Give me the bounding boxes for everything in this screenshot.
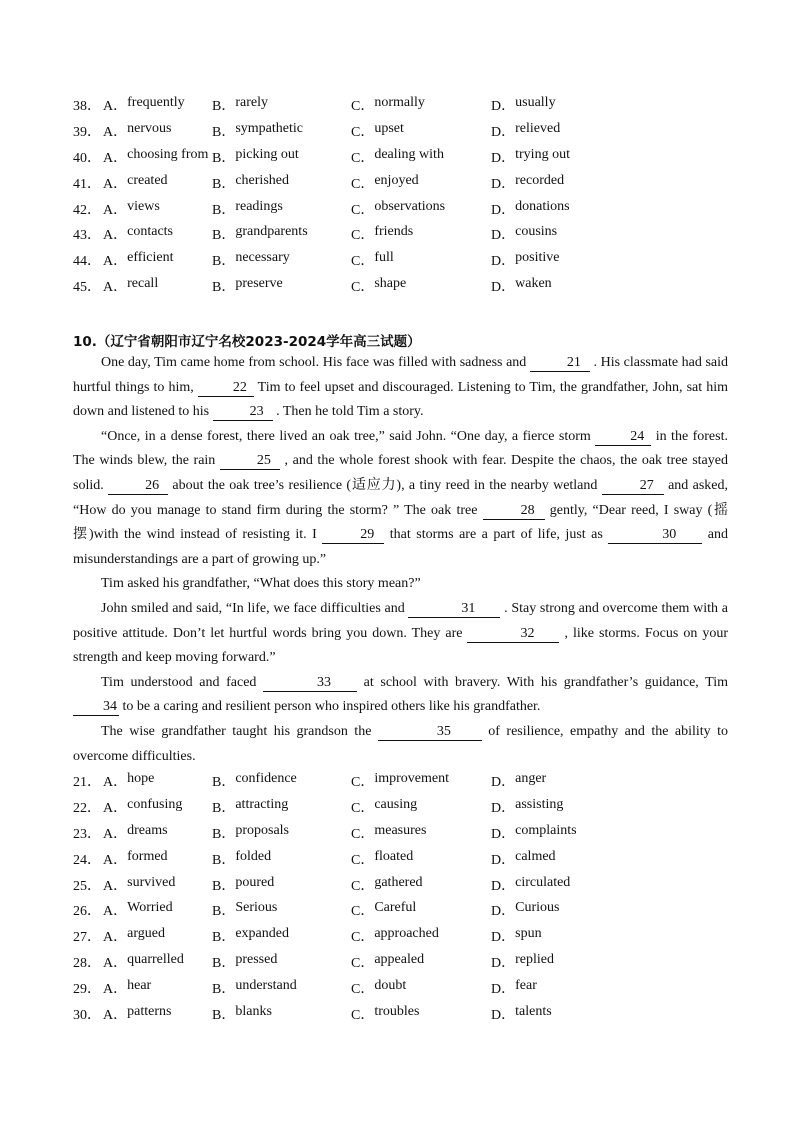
option-text: recorded [515,172,565,188]
blank-28: 28 [483,503,545,520]
option-text: views [127,198,160,214]
option-text: friends [374,224,414,240]
passage-text: . Then he told Tim a story. [272,404,424,420]
option-letter: A． [103,982,128,998]
paragraph [73,720,728,769]
option-a[interactable] [103,199,212,219]
blank-24: 24 [595,429,651,446]
option-d[interactable] [491,900,641,920]
option-text: cousins [515,224,558,240]
option-text: preserve [235,276,283,292]
question-row [73,768,733,794]
option-c[interactable] [351,900,491,920]
option-text: Serious [235,900,278,916]
passage-text: One day, Tim came home from school. His face was filled with sadness and [101,355,530,370]
option-c[interactable] [351,250,491,270]
option-letter: A． [103,904,128,920]
passage-text: of resilience, empathy and the ability to overcome difficulties. [73,723,728,764]
option-letter: A． [103,930,128,946]
option-text: pressed [235,952,278,968]
option-letter: A． [103,280,128,296]
option-a[interactable] [103,173,212,193]
option-text: trying out [515,146,570,162]
option-letter: A． [103,878,128,894]
option-letter: C． [351,98,375,114]
option-letter: C． [351,982,375,998]
option-text: causing [374,796,418,812]
option-c[interactable] [351,978,491,998]
blank-27: 27 [602,478,664,495]
option-text: Careful [374,900,417,916]
option-d[interactable] [491,147,641,167]
option-d[interactable] [491,978,641,998]
option-letter: C． [351,254,375,270]
option-letter: D． [491,826,516,842]
passage-text: to be a caring and resilient person who inspired others like his grandfather. [119,699,541,715]
option-text: patterns [127,1003,172,1019]
option-letter: B． [212,852,236,868]
option-letter: C． [351,956,375,972]
paragraph [73,425,728,573]
option-letter: C． [351,826,375,842]
option-b[interactable] [212,978,351,998]
question-row [73,923,733,949]
option-c[interactable] [351,1004,491,1024]
option-letter: B． [212,774,236,790]
question-number: 45． [73,280,101,296]
blank-25: 25 [220,453,280,470]
question-number: 23． [73,826,101,842]
option-a[interactable] [103,823,212,843]
question-number: 26． [73,904,101,920]
option-c[interactable] [351,121,491,141]
question-row [73,794,733,820]
option-b[interactable] [212,823,351,843]
option-a[interactable] [103,147,212,167]
option-b[interactable] [212,900,351,920]
option-letter: A． [103,202,128,218]
question-row [73,846,733,872]
option-d[interactable] [491,849,641,869]
option-b[interactable] [212,95,351,115]
question-row [73,196,733,222]
question-number: 38． [73,98,101,114]
option-letter: D． [491,150,516,166]
blank-34: 34 [73,699,119,716]
option-letter: B． [212,826,236,842]
option-letter: A． [103,826,128,842]
option-c[interactable] [351,276,491,296]
option-letter: A． [103,124,128,140]
option-text: nervous [127,120,172,136]
option-letter: D． [491,982,516,998]
option-text: rarely [235,94,268,110]
blank-29: 29 [322,527,384,544]
option-c[interactable] [351,224,491,244]
option-text: troubles [374,1003,420,1019]
option-letter: D． [491,228,516,244]
option-b[interactable] [212,952,351,972]
option-a[interactable] [103,771,212,791]
blank-21: 21 [530,355,590,372]
option-text: doubt [374,978,407,994]
question-row [73,247,733,273]
option-b[interactable] [212,797,351,817]
option-letter: D． [491,774,516,790]
blank-32: 32 [467,626,559,643]
option-a[interactable] [103,250,212,270]
option-c[interactable] [351,95,491,115]
option-d[interactable] [491,224,641,244]
option-d[interactable] [491,1004,641,1024]
option-b[interactable] [212,849,351,869]
option-text: grandparents [235,224,308,240]
option-letter: B． [212,176,236,192]
option-letter: D． [491,800,516,816]
option-b[interactable] [212,224,351,244]
option-a[interactable] [103,95,212,115]
option-text: survived [127,874,176,890]
option-letter: D． [491,176,516,192]
option-letter: D． [491,904,516,920]
option-text: attracting [235,796,289,812]
option-text: proposals [235,822,290,838]
option-text: usually [515,94,556,110]
option-d[interactable] [491,797,641,817]
option-text: talents [515,1003,552,1019]
passage-text: about the oak tree’s resilience (适应力), a tiny reed in the nearby wetland [168,477,602,493]
option-b[interactable] [212,875,351,895]
question-row [73,221,733,247]
paragraph [73,351,728,425]
option-letter: A． [103,228,128,244]
option-b[interactable] [212,199,351,219]
blank-23: 23 [213,404,273,421]
option-text: donations [515,198,570,214]
option-text: sympathetic [235,120,303,136]
option-text: assisting [515,796,564,812]
question-row [73,897,733,923]
option-text: gathered [374,874,423,890]
option-c[interactable] [351,173,491,193]
option-letter: B． [212,956,236,972]
question-number: 27． [73,930,101,946]
passage-text: and misunderstandings are a part of growing up.” [73,527,729,567]
question-number: 43． [73,228,101,244]
option-text: anger [515,770,547,786]
passage-text: Tim understood and faced [101,674,264,690]
option-a[interactable] [103,926,212,946]
passage-text: “Once, in a dense forest, there lived an oak tree,” said John. “One day, a fierce storm [101,428,596,444]
option-text: created [127,172,168,188]
option-letter: A． [103,98,128,114]
option-letter: D． [491,280,516,296]
option-letter: A． [103,774,128,790]
option-letter: C． [351,124,375,140]
question-row [73,949,733,975]
question-row [73,975,733,1001]
question-row [73,92,733,118]
option-a[interactable] [103,875,212,895]
option-letter: C． [351,1007,375,1023]
option-letter: D． [491,956,516,972]
passage-text: The wise grandfather taught his grandson the [101,723,378,739]
question-row [73,144,733,170]
option-letter: B． [212,800,236,816]
option-text: circulated [515,874,571,890]
option-letter: C． [351,930,375,946]
option-text: contacts [127,224,173,240]
option-text: recall [127,276,159,292]
option-letter: D． [491,202,516,218]
option-d[interactable] [491,823,641,843]
question-number: 39． [73,124,101,140]
option-text: floated [374,848,414,864]
option-b[interactable] [212,250,351,270]
option-text: efficient [127,250,174,266]
option-a[interactable] [103,276,212,296]
passage-text: in the forest. The winds blew, the rain [73,428,728,469]
option-letter: C． [351,774,375,790]
option-c[interactable] [351,875,491,895]
option-text: confidence [235,770,297,786]
option-b[interactable] [212,147,351,167]
question-number: 40． [73,150,101,166]
question-row [73,1001,733,1027]
option-text: blanks [235,1003,272,1019]
option-text: hope [127,770,155,786]
passage-text: , and the whole forest shook with fear. Despite the chaos, the oak tree stayed solid. [73,453,728,493]
option-text: appealed [374,952,425,968]
blank-33: 33 [263,675,357,692]
option-letter: B． [212,904,236,920]
option-letter: B． [212,228,236,244]
blank-31: 31 [408,601,500,618]
option-letter: B． [212,124,236,140]
option-letter: A． [103,852,128,868]
option-letter: B． [212,150,236,166]
option-d[interactable] [491,771,641,791]
option-d[interactable] [491,199,641,219]
option-text: frequently [127,94,185,110]
option-d[interactable] [491,173,641,193]
cloze-passage [73,351,728,769]
option-letter: C． [351,202,375,218]
option-text: readings [235,198,283,214]
option-b[interactable] [212,926,351,946]
option-text: improvement [374,770,449,786]
option-letter: C． [351,800,375,816]
option-text: shape [374,276,407,292]
option-text: poured [235,874,275,890]
option-d[interactable] [491,952,641,972]
option-letter: B． [212,98,236,114]
passage-text: , like storms. Focus on your strength and keep moving forward.” [73,625,728,666]
section-heading: 10.（辽宁省朝阳市辽宁名校2023-2024学年高三试题） [73,334,421,350]
option-text: waken [515,276,552,292]
option-text: picking out [235,146,299,162]
option-a[interactable] [103,849,212,869]
option-letter: B． [212,254,236,270]
option-text: necessary [235,250,290,266]
question-row [73,273,733,299]
option-text: formed [127,848,168,864]
option-letter: C． [351,228,375,244]
option-text: calmed [515,848,556,864]
blank-30: 30 [608,527,702,544]
options-list-bottom [73,768,733,1027]
option-text: complaints [515,822,577,838]
option-d[interactable] [491,926,641,946]
option-letter: C． [351,878,375,894]
option-text: normally [374,94,425,110]
option-text: upset [374,120,404,136]
option-c[interactable] [351,849,491,869]
option-d[interactable] [491,95,641,115]
passage-text: . His classmate had said hurtful things to him, [73,355,728,395]
option-d[interactable] [491,276,641,296]
blank-26: 26 [108,478,168,495]
paragraph [73,597,728,671]
option-letter: C． [351,904,375,920]
option-b[interactable] [212,771,351,791]
option-text: confusing [127,796,183,812]
question-number: 24． [73,852,101,868]
question-number: 44． [73,254,101,270]
question-number: 25． [73,878,101,894]
option-a[interactable] [103,121,212,141]
option-a[interactable] [103,952,212,972]
question-row [73,170,733,196]
passage-text: Tim asked his grandfather, “What does this story mean?” [101,576,421,592]
option-letter: C． [351,176,375,192]
option-letter: B． [212,930,236,946]
option-letter: D． [491,852,516,868]
option-letter: B． [212,878,236,894]
option-text: spun [515,926,542,942]
option-c[interactable] [351,147,491,167]
option-text: understand [235,978,297,994]
option-letter: C． [351,280,375,296]
option-text: argued [127,926,165,942]
option-letter: D． [491,124,516,140]
option-letter: D． [491,878,516,894]
option-letter: D． [491,254,516,270]
blank-22: 22 [198,380,254,397]
option-text: quarrelled [127,952,184,968]
question-row [73,820,733,846]
option-letter: A． [103,1007,128,1023]
option-b[interactable] [212,173,351,193]
option-text: enjoyed [374,172,419,188]
option-a[interactable] [103,224,212,244]
option-c[interactable] [351,823,491,843]
paragraph [73,671,728,720]
question-number: 30． [73,1007,101,1023]
blank-35: 35 [378,724,482,741]
option-text: relieved [515,120,561,136]
passage-text: . Stay strong and overcome them with a positive attitude. Don’t let hurtful words bring you down. They are [73,600,728,641]
option-text: dreams [127,822,168,838]
option-text: Curious [515,900,560,916]
option-letter: D． [491,98,516,114]
passage-text: at school with bravery. With his grandfather’s guidance, Tim [357,674,728,690]
question-number: 29． [73,982,101,998]
option-text: positive [515,250,560,266]
option-c[interactable] [351,199,491,219]
option-text: measures [374,822,427,838]
option-text: Worried [127,900,173,916]
passage-text: that storms are a part of life, just as [384,527,609,543]
option-letter: A． [103,956,128,972]
option-letter: D． [491,930,516,946]
question-number: 41． [73,176,101,192]
option-text: observations [374,198,446,214]
option-letter: A． [103,800,128,816]
question-number: 21． [73,774,101,790]
passage-text: gently, “Dear reed, I sway (摇摆)with the wind instead of resisting it. I [73,502,728,543]
option-text: replied [515,952,554,968]
question-row [73,872,733,898]
option-b[interactable] [212,121,351,141]
option-letter: D． [491,1007,516,1023]
option-d[interactable] [491,121,641,141]
option-letter: C． [351,852,375,868]
option-a[interactable] [103,797,212,817]
option-letter: C． [351,150,375,166]
option-c[interactable] [351,797,491,817]
option-text: full [374,250,394,266]
option-c[interactable] [351,926,491,946]
option-d[interactable] [491,250,641,270]
option-letter: B． [212,1007,236,1023]
passage-text: Tim to feel upset and discouraged. Listening to Tim, the grandfather, John, sat him down and listened to his [73,379,729,420]
option-c[interactable] [351,952,491,972]
option-a[interactable] [103,978,212,998]
option-letter: B． [212,202,236,218]
question-row [73,118,733,144]
option-text: dealing with [374,146,444,162]
option-letter: A． [103,176,128,192]
option-text: hear [127,978,152,994]
option-d[interactable] [491,875,641,895]
question-number: 22． [73,800,101,816]
options-list-top [73,92,733,299]
option-a[interactable] [103,1004,212,1024]
option-b[interactable] [212,1004,351,1024]
paragraph [73,572,728,597]
option-text: fear [515,978,537,994]
option-letter: A． [103,254,128,270]
option-b[interactable] [212,276,351,296]
option-a[interactable] [103,900,212,920]
option-text: choosing from [127,146,209,162]
question-number: 28． [73,956,101,972]
option-letter: B． [212,982,236,998]
option-text: cherished [235,172,289,188]
passage-text: John smiled and said, “In life, we face difficulties and [101,600,409,616]
option-text: expanded [235,926,289,942]
question-number: 42． [73,202,101,218]
option-letter: A． [103,150,128,166]
option-c[interactable] [351,771,491,791]
option-letter: B． [212,280,236,296]
option-text: approached [374,926,439,942]
option-text: folded [235,848,272,864]
passage-text: and asked, “How do you manage to stand firm during the storm? ” The oak tree [73,477,728,518]
